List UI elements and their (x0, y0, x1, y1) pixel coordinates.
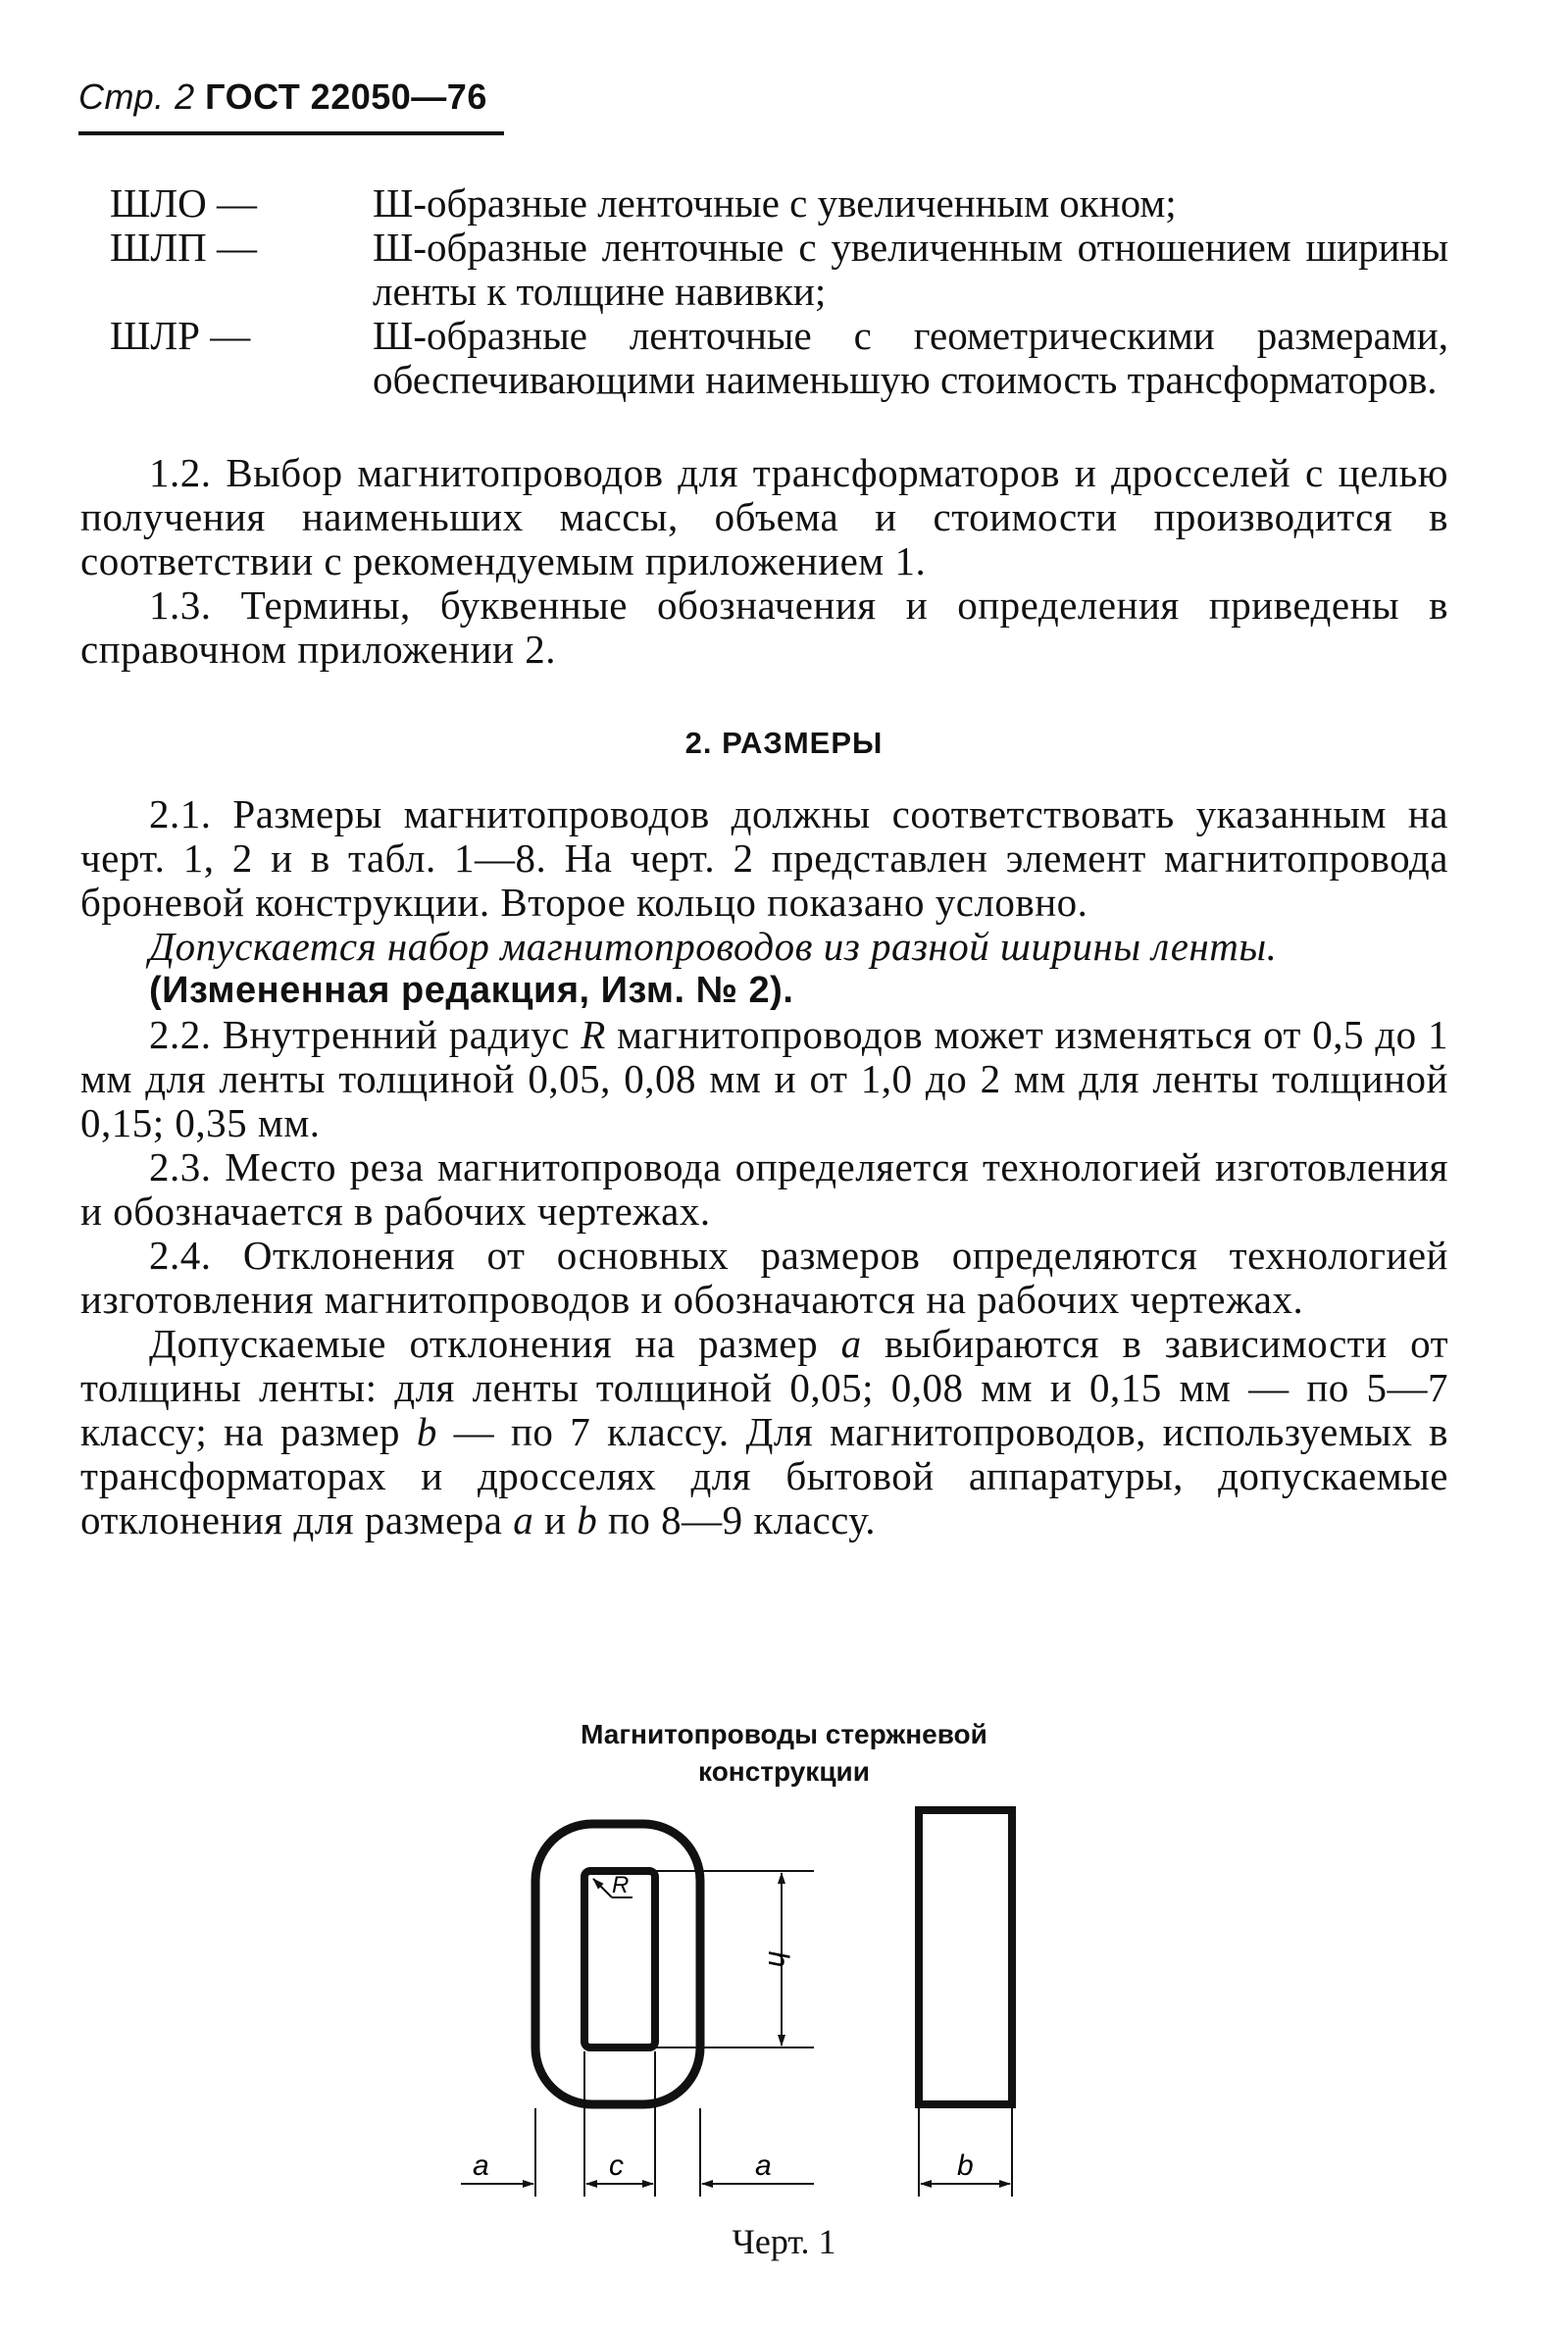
definition-text: Ш-образные ленточные с увеличенным отношением ширины ленты к толщине навивки; (373, 225, 1448, 314)
label-h: h (762, 1950, 794, 1968)
paragraph-2-3: 2.3. Место реза магнитопровода определяется технологией изготовления и обозначается в рабочих чертежах. (80, 1144, 1448, 1234)
core-side-view (919, 1810, 1012, 2104)
text-run: выбираются в зависимости от толщины ленты: для ленты толщиной 0,05; 0,08 мм и 0,15 мм — по 5—7 классу; на размер (80, 1321, 1448, 1454)
text-run: по 8—9 классу. (597, 1497, 876, 1542)
definition-term: ШЛР — (110, 313, 251, 358)
text-run: — по 7 классу. Для магнитопроводов, используемых в трансформаторах и дросселях для бытовой аппаратуры, допускаемые отклонения для размера (80, 1409, 1448, 1542)
section-title: 2. РАЗМЕРЫ (684, 726, 884, 760)
text-run: магнитопроводов может изменяться от 0,5 до 1 мм для ленты толщиной 0,05, 0,08 мм и от 1,0 до 2 мм для ленты толщиной 0,15; 0,35 мм. (80, 1012, 1448, 1145)
text-run: 2.2. Внутренний радиус (149, 1012, 582, 1057)
label-R: R (612, 1872, 630, 1898)
figure-title-line: конструкции (698, 1756, 870, 1787)
paragraph-2-1: 2.1. Размеры магнитопроводов должны соответствовать указанным на черт. 1, 2 и в табл. 1—8. На черт. 2 представлен элемент магнитопровода броневой конструкции. Второе кольцо показано условно. (80, 791, 1448, 925)
paragraph-1-2: 1.2. Выбор магнитопроводов для трансформаторов и дросселей с целью получения наименьших массы, объема и стоимости производится в соответствии с рекомендуемым приложением 1. (80, 450, 1448, 583)
figure-title-line: Магнитопроводы стержневой (581, 1719, 987, 1749)
label-a-right: a (755, 2149, 772, 2182)
text-run: Допускаемые отклонения на размер (149, 1321, 841, 1366)
var-R: R (581, 1012, 606, 1057)
var-a: a (840, 1321, 862, 1366)
var-a: a (513, 1497, 534, 1542)
figure-caption: Черт. 1 (732, 2222, 836, 2261)
paragraph-allowed: Допускается набор магнитопроводов из разной ширины ленты. (149, 924, 1278, 969)
paragraph-1-3: 1.3. Термины, буквенные обозначения и определения приведены в справочном приложении 2. (80, 582, 1448, 672)
page-number: Стр. 2 (78, 76, 195, 117)
core-outer-outline (535, 1824, 700, 2104)
label-c: c (609, 2149, 624, 2182)
label-a-left: a (473, 2149, 489, 2182)
label-b: b (957, 2149, 974, 2182)
amendment-note: (Измененная редакция, Изм. № 2). (149, 970, 794, 1011)
standard-code: ГОСТ 22050—76 (205, 76, 487, 117)
paragraph-2-4: 2.4. Отклонения от основных размеров определяются технологией изготовления магнитопроводов и обозначаются на рабочих чертежах. (80, 1233, 1448, 1322)
text-run: и (533, 1497, 578, 1542)
definition-term: ШЛО — (110, 180, 258, 226)
radius-arrow (593, 1879, 612, 1897)
var-b: b (577, 1497, 598, 1542)
definition-text: Ш-образные ленточные с геометрическими размерами, обеспечивающими наименьшую стоимость трансформаторов. (373, 313, 1448, 402)
definition-text: Ш-образные ленточные с увеличенным окном; (373, 180, 1177, 226)
var-b: b (416, 1409, 437, 1454)
definition-term: ШЛП — (110, 225, 258, 270)
